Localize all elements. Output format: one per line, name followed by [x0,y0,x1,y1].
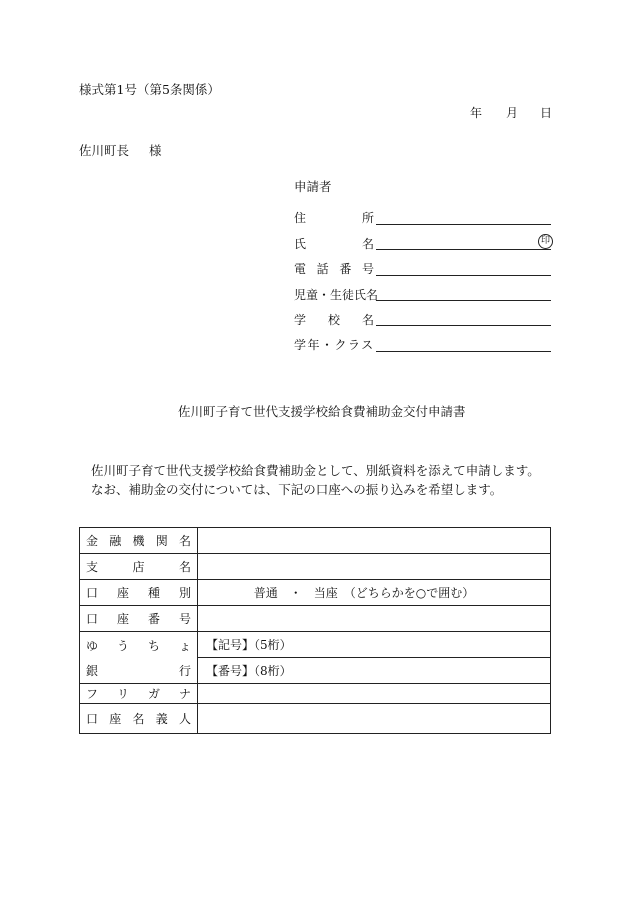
date-day-label: 日 [540,106,553,120]
yucho-symbol-label: 【記号】（5桁） [206,638,292,652]
furigana-label: フ リ ガ ナ [86,687,191,701]
account-number-label: 口 座 番 号 [86,612,191,626]
furigana-label-cell [80,684,198,704]
document-title: 佐川町子育て世代支援学校給食費補助金交付申請書 [178,404,466,419]
yucho-label-cell [80,632,198,684]
name-label: 氏 名 [294,237,374,251]
institution-label: 金 融 機 関 名 [86,534,191,548]
phone-field[interactable] [376,275,551,276]
yucho-symbol-field[interactable] [198,632,551,658]
address-field[interactable] [376,224,551,225]
body-line-2: なお、補助金の交付については、下記の口座への振り込みを希望します。 [91,482,503,497]
applicant-heading: 申請者 [294,179,332,194]
bank-account-table [79,527,551,734]
yucho-label-line1: ゆ う ち ょ [86,638,191,653]
body-line-1: 佐川町子育て世代支援学校給食費補助金として、別紙資料を添えて申請します。 [91,463,540,478]
institution-label-cell [80,528,198,554]
account-type-label-cell [80,580,198,606]
account-type-field[interactable] [198,580,551,606]
school-field[interactable] [376,325,551,326]
branch-label: 支 店 名 [86,560,191,574]
account-number-field[interactable] [198,606,551,632]
addressee: 佐川町長 [79,143,130,158]
student-name-field[interactable] [376,300,551,301]
student-name-label: 児童・生徒氏名 [294,288,379,302]
account-type-options: 普通 ・ 当座 （どちらかを○で囲む） [253,586,475,600]
yucho-label-line2: 銀 行 [86,663,191,678]
school-label: 学 校 名 [294,313,374,327]
date-year-label: 年 [470,106,483,120]
phone-label: 電 話 番 号 [294,262,374,276]
yucho-number-field[interactable] [198,658,551,684]
holder-label: 口 座 名 義 人 [86,712,191,726]
form-number: 様式第1号（第5条関係） [79,82,220,97]
grade-class-label: 学年・クラス [294,338,375,352]
addressee-honorific: 様 [149,143,162,158]
name-field[interactable] [376,249,551,250]
yucho-number-label: 【番号】（8桁） [206,664,292,678]
account-type-label: 口 座 種 別 [86,586,191,600]
institution-field[interactable] [198,528,551,554]
date-month-label: 月 [506,106,519,120]
seal-icon: 印 [538,234,553,249]
grade-class-field[interactable] [376,351,551,352]
holder-field[interactable] [198,704,551,734]
account-number-label-cell [80,606,198,632]
branch-label-cell [80,554,198,580]
furigana-field[interactable] [198,684,551,704]
address-label: 住 所 [294,211,374,225]
holder-label-cell [80,704,198,734]
branch-field[interactable] [198,554,551,580]
